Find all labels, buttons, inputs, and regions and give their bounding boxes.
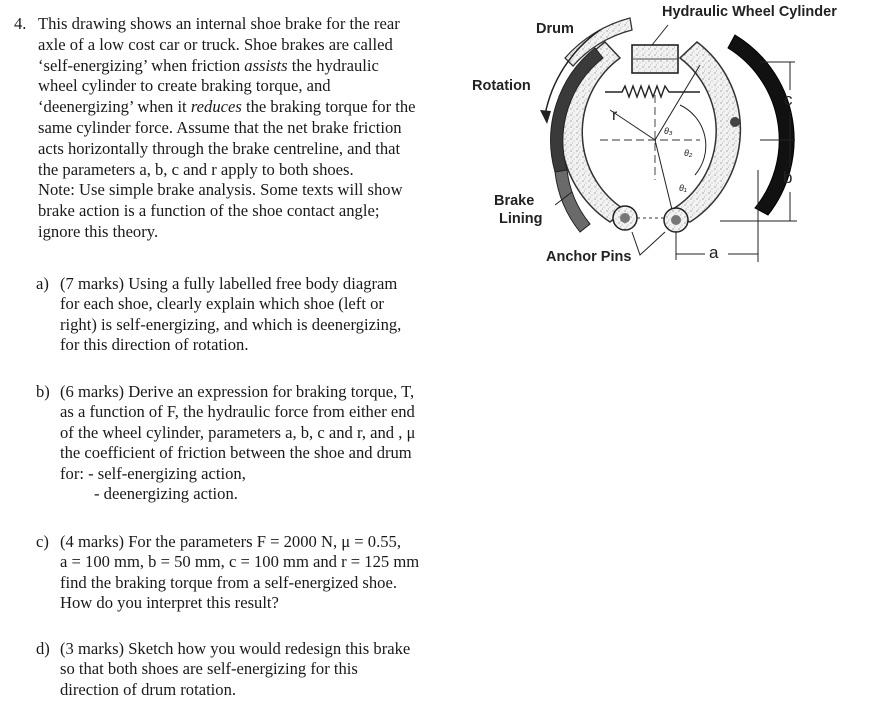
rotation-label: Rotation bbox=[472, 78, 531, 94]
text-segment: acts horizontally through the brake centreline, and that bbox=[38, 138, 401, 158]
text-segment: ignore this theory. bbox=[38, 221, 159, 241]
rotation-arrowhead bbox=[540, 110, 551, 124]
part-line: (4 marks) For the parameters F = 2000 N, μ = 0.55, bbox=[60, 532, 401, 551]
part-line: for this direction of rotation. bbox=[60, 335, 249, 355]
part-line: (7 marks) Using a fully labelled free body diagram bbox=[60, 274, 398, 293]
part-line: so that both shoes are self-energizing for this bbox=[60, 659, 358, 679]
theta-2-label: θ₂ bbox=[684, 148, 693, 158]
dimension-c-label: c bbox=[784, 90, 793, 109]
part-line: a = 100 mm, b = 50 mm, c = 100 mm and r = 125 mm bbox=[60, 552, 420, 572]
hydraulic-wheel-cylinder-label: Hydraulic Wheel Cylinder bbox=[662, 4, 837, 20]
anchor-pins-label: Anchor Pins bbox=[546, 249, 632, 265]
part-line: (3 marks) Sketch how you would redesign this brake bbox=[60, 639, 411, 658]
theta-3-label: θ₃ bbox=[664, 126, 673, 136]
part-line: of the wheel cylinder, parameters a, b, c and r, and , μ bbox=[60, 422, 416, 442]
part-line: find the braking torque from a self-energized shoe. bbox=[60, 572, 397, 592]
text-segment: wheel cylinder to create braking torque, and bbox=[38, 76, 331, 96]
text-segment: ‘self-energizing’ when friction bbox=[38, 55, 245, 75]
return-spring bbox=[605, 86, 700, 97]
text-segment: the braking torque for the bbox=[241, 97, 416, 117]
text-segment: This drawing shows an internal shoe brake for the rear bbox=[38, 14, 400, 33]
text-segment: ‘deenergizing’ when it bbox=[38, 97, 191, 117]
part-line: for each shoe, clearly explain which shoe (left or bbox=[60, 294, 384, 314]
question-number: 4. bbox=[14, 14, 27, 33]
part-line: right) is self-energizing, and which is deenergizing, bbox=[60, 314, 402, 334]
dimension-b-label: b bbox=[783, 168, 793, 187]
emphasis-text: assists bbox=[244, 55, 288, 75]
theta-1-label: θ₁ bbox=[679, 183, 687, 193]
text-segment: the hydraulic bbox=[287, 55, 379, 75]
drum-label: Drum bbox=[536, 21, 574, 37]
part-label: c) bbox=[36, 532, 49, 551]
text-segment: axle of a low cost car or truck. Shoe brakes are called bbox=[38, 34, 393, 54]
part-line: for: - self-energizing action, bbox=[60, 463, 246, 483]
anchor-pins-leader bbox=[632, 232, 665, 255]
text-segment: the parameters a, b, c and r apply to both shoes. bbox=[38, 159, 354, 179]
brake-lining-label-2: Lining bbox=[499, 211, 543, 227]
part-line: - deenergizing action. bbox=[94, 483, 238, 503]
radius-r-label: r bbox=[612, 107, 618, 124]
part-line: (6 marks) Derive an expression for braking torque, T, bbox=[60, 382, 415, 401]
part-label: b) bbox=[36, 382, 50, 401]
text-segment: brake action is a function of the shoe contact angle; bbox=[38, 201, 380, 221]
part-label: d) bbox=[36, 639, 50, 658]
emphasis-text: reduces bbox=[190, 97, 242, 117]
cylinder-leader bbox=[652, 25, 668, 45]
brake-lining-label-1: Brake bbox=[494, 193, 535, 209]
dimension-a-label: a bbox=[709, 243, 719, 262]
text-segment: same cylinder force. Assume that the net brake friction bbox=[38, 117, 402, 137]
part-line: direction of drum rotation. bbox=[60, 679, 237, 699]
text-segment: Note: Use simple brake analysis. Some texts will show bbox=[38, 180, 403, 200]
part-line: as a function of F, the hydraulic force from either end bbox=[60, 402, 415, 422]
part-label: a) bbox=[36, 274, 49, 293]
part-line: the coefficient of friction between the shoe and drum bbox=[60, 443, 412, 463]
part-line: How do you interpret this result? bbox=[60, 593, 279, 613]
